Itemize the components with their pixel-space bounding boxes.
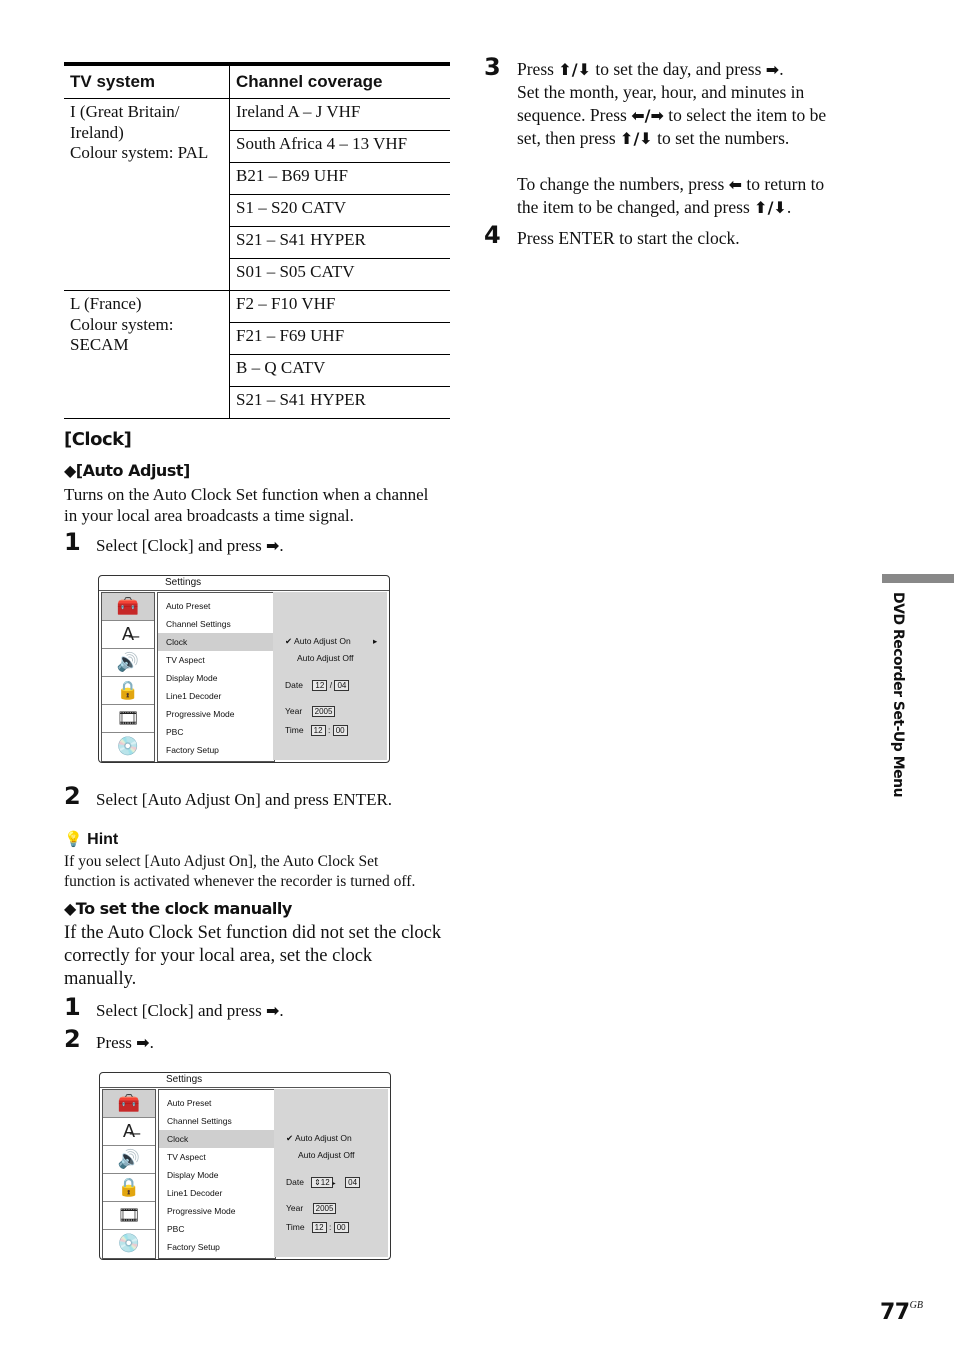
step-label: Press	[96, 1033, 132, 1052]
step-text: Select [Auto Adjust On] and press ENTER.	[96, 790, 393, 809]
coverage-cell: F2 – F10 VHF	[230, 291, 451, 323]
menu-item-pbc[interactable]: PBC	[167, 1224, 185, 1234]
disc-icon[interactable]: 💿	[117, 1233, 141, 1253]
menu-item-auto-preset[interactable]: Auto Preset	[166, 601, 211, 611]
step-number: 2	[64, 782, 81, 810]
speaker-icon[interactable]: 🔊	[103, 1146, 155, 1174]
system-cell-pal	[64, 99, 230, 291]
desc-line: correctly for your local area, set the clock	[64, 946, 373, 966]
date-label: Date	[285, 680, 303, 690]
step-number: 4	[484, 221, 501, 249]
step-text: Press ➡.	[96, 1033, 154, 1052]
step3-text	[517, 58, 877, 219]
step3-line: the item to be changed, and press ⬆/⬇.	[517, 197, 792, 217]
menu-item-display-mode[interactable]: Display Mode	[167, 1170, 219, 1180]
system-line: SECAM	[70, 335, 129, 354]
year-field[interactable]: 2005	[313, 1203, 337, 1214]
step-number: 1	[64, 528, 81, 556]
time-row	[285, 725, 348, 736]
screen-title: Settings	[165, 577, 202, 588]
menu-item-line1-decoder[interactable]: Line1 Decoder	[166, 691, 222, 701]
manual-description	[64, 922, 441, 991]
year-field[interactable]: 2005	[312, 706, 336, 717]
option-auto-adjust-off[interactable]: Auto Adjust Off	[298, 1150, 355, 1160]
arrow-right-icon: ▸	[332, 1181, 336, 1187]
lock-icon[interactable]: 🔒	[103, 1174, 155, 1202]
menu-item-progressive-mode[interactable]: Progressive Mode	[166, 709, 235, 719]
header-channel-coverage: Channel coverage	[230, 64, 451, 99]
coverage-cell: S1 – S20 CATV	[230, 195, 451, 227]
coverage-cell: B21 – B69 UHF	[230, 163, 451, 195]
desc-line: in your local area broadcasts a time signal.	[64, 506, 354, 525]
date-month-value: 12	[320, 1178, 330, 1187]
menu-item-clock[interactable]: Clock	[158, 633, 274, 651]
text: Press	[517, 59, 554, 79]
step3-line	[517, 104, 877, 127]
step-number: 2	[64, 1025, 81, 1053]
year-label: Year	[286, 1203, 304, 1213]
lightbulb-icon: 💡	[64, 831, 83, 848]
step-text: Select [Clock] and press ➡.	[96, 1001, 284, 1020]
up-down-arrow-icon: ⇕	[314, 1178, 321, 1187]
left-arrow-icon: ⬅	[728, 175, 743, 194]
text: to set the day, and press	[595, 59, 762, 79]
check-icon: ✔	[285, 636, 293, 646]
page-number-value: 77	[880, 1300, 910, 1325]
menu-item-factory-setup[interactable]: Factory Setup	[167, 1242, 220, 1252]
date-day-field[interactable]: 04	[345, 1177, 360, 1188]
film-icon[interactable]: 🎞	[102, 705, 154, 733]
menu-item-line1-decoder[interactable]: Line1 Decoder	[167, 1188, 223, 1198]
toolbox-icon[interactable]: 🧰	[103, 1090, 155, 1118]
time-hour-field[interactable]: 12	[311, 725, 326, 736]
hint-line: function is activated whenever the recorder is turned off.	[64, 873, 416, 890]
time-hour-field[interactable]: 12	[312, 1222, 327, 1233]
arrow-right-icon: ▸	[373, 636, 378, 646]
menu-item-clock[interactable]: Clock	[159, 1130, 275, 1148]
step-label: Select [Clock] and press	[96, 1001, 262, 1020]
year-label: Year	[285, 706, 303, 716]
menu-item-tv-aspect[interactable]: TV Aspect	[167, 1152, 206, 1162]
system-line: Colour system: PAL	[70, 143, 209, 162]
date-month-field[interactable]	[311, 1177, 333, 1188]
settings-screen	[99, 1072, 391, 1260]
system-line: Ireland)	[70, 122, 124, 142]
settings-icon-column	[102, 1089, 156, 1259]
toolbox-icon[interactable]: 🧰	[102, 593, 154, 621]
right-arrow-icon: ➡	[265, 536, 280, 555]
date-row	[285, 680, 349, 691]
step3-line	[517, 127, 877, 150]
coverage-cell: South Africa 4 – 13 VHF	[230, 131, 451, 163]
desc-line: If the Auto Clock Set function did not set the clock	[64, 923, 442, 943]
coverage-cell: S01 – S05 CATV	[230, 259, 451, 291]
step-number: 1	[64, 993, 81, 1021]
step3-line: Set the month, year, hour, and minutes in	[517, 82, 805, 102]
left-right-arrow-icon: ⬅/➡	[631, 106, 664, 125]
lock-icon[interactable]: 🔒	[102, 677, 154, 705]
hint-text	[64, 852, 415, 892]
right-arrow-icon: ➡	[136, 1033, 150, 1052]
time-label: Time	[286, 1222, 305, 1232]
text: to select the item to be	[668, 105, 827, 125]
step4-text: Press ENTER to start the clock.	[517, 228, 740, 248]
date-month-field[interactable]: 12	[312, 680, 327, 691]
date-row	[286, 1177, 360, 1188]
section-tab-bar	[882, 574, 954, 583]
coverage-cell: Ireland A – J VHF	[230, 99, 451, 131]
system-line: I (Great Britain/	[70, 102, 180, 121]
hint-line: If you select [Auto Adjust On], the Auto Clock Set	[64, 853, 379, 870]
option-auto-adjust-off[interactable]: Auto Adjust Off	[297, 653, 354, 663]
manual-heading: ◆To set the clock manually	[64, 899, 292, 918]
film-icon[interactable]: 🎞	[103, 1202, 155, 1230]
option-auto-adjust-on[interactable]	[285, 636, 351, 647]
settings-menu	[157, 592, 275, 762]
text: set, then press	[517, 128, 616, 148]
auto-adjust-heading: ◆[Auto Adjust]	[64, 461, 190, 480]
option-label: Auto Adjust On	[295, 1133, 352, 1143]
date-label: Date	[286, 1177, 304, 1187]
check-icon: ✔	[286, 1133, 294, 1143]
desc-line: manually.	[64, 969, 137, 989]
coverage-cell: S21 – S41 HYPER	[230, 387, 451, 419]
text: To change the numbers, press	[517, 174, 725, 194]
option-label: Auto Adjust On	[294, 636, 351, 646]
text: to set the numbers.	[657, 128, 790, 148]
clock-panel	[273, 592, 387, 760]
system-cell-secam	[64, 291, 230, 419]
hint-heading	[64, 830, 118, 849]
clock-panel	[274, 1089, 388, 1257]
time-label: Time	[285, 725, 304, 735]
coverage-cell: B – Q CATV	[230, 355, 451, 387]
step-number: 3	[484, 53, 501, 81]
menu-item-factory-setup[interactable]: Factory Setup	[166, 745, 219, 755]
hint-label: Hint	[87, 831, 119, 848]
step3-line: Press ⬆/⬇ to set the day, and press ➡.	[517, 59, 784, 79]
screen-title: Settings	[166, 1074, 203, 1085]
right-arrow-icon: ➡	[265, 1001, 280, 1020]
step-label: Select [Clock] and press	[96, 536, 262, 555]
step-text: Select [Clock] and press ➡.	[96, 536, 284, 555]
coverage-cell: F21 – F69 UHF	[230, 323, 451, 355]
up-down-arrow-icon: ⬆/⬇	[558, 60, 591, 79]
time-separator: :	[327, 725, 331, 735]
time-separator: :	[328, 1222, 332, 1232]
language-icon[interactable]: A̶	[102, 621, 154, 649]
side-label-container	[886, 592, 906, 802]
time-minute-field[interactable]: 00	[333, 725, 348, 736]
time-row	[286, 1222, 349, 1233]
tv-system-table	[64, 62, 450, 419]
page-number	[880, 1300, 923, 1325]
up-down-arrow-icon: ⬆/⬇	[620, 129, 653, 148]
menu-item-pbc[interactable]: PBC	[166, 727, 184, 737]
side-label: DVD Recorder Set-Up Menu	[890, 592, 906, 798]
system-line: L (France)	[70, 294, 142, 313]
text: to return to	[746, 174, 825, 194]
time-minute-field[interactable]: 00	[334, 1222, 349, 1233]
menu-item-channel-settings[interactable]: Channel Settings	[167, 1116, 232, 1126]
text: the item to be changed, and press	[517, 197, 750, 217]
date-separator: /	[329, 680, 333, 690]
desc-line: Turns on the Auto Clock Set function when a channel	[64, 485, 429, 504]
disc-icon[interactable]: 💿	[116, 736, 140, 756]
menu-item-tv-aspect[interactable]: TV Aspect	[166, 655, 205, 665]
up-down-arrow-icon: ⬆/⬇	[754, 198, 787, 217]
speaker-icon[interactable]: 🔊	[102, 649, 154, 677]
coverage-cell: S21 – S41 HYPER	[230, 227, 451, 259]
system-line: Colour system:	[70, 314, 174, 334]
right-arrow-icon: ➡	[765, 60, 780, 79]
year-row	[285, 706, 335, 717]
auto-adjust-description	[64, 484, 428, 526]
language-icon[interactable]: A̶	[103, 1118, 155, 1146]
year-row	[286, 1203, 336, 1214]
settings-menu	[158, 1089, 276, 1259]
page-suffix: GB	[909, 1300, 923, 1311]
step3-line	[517, 173, 877, 196]
option-auto-adjust-on[interactable]	[286, 1133, 352, 1144]
settings-screen	[98, 575, 390, 763]
clock-heading: [Clock]	[64, 429, 132, 450]
menu-item-auto-preset[interactable]: Auto Preset	[167, 1098, 212, 1108]
menu-item-channel-settings[interactable]: Channel Settings	[166, 619, 231, 629]
text: sequence. Press	[517, 105, 627, 125]
menu-item-progressive-mode[interactable]: Progressive Mode	[167, 1206, 236, 1216]
settings-icon-column	[101, 592, 155, 762]
header-tv-system: TV system	[64, 64, 230, 99]
date-day-field[interactable]: 04	[334, 680, 349, 691]
menu-item-display-mode[interactable]: Display Mode	[166, 673, 218, 683]
